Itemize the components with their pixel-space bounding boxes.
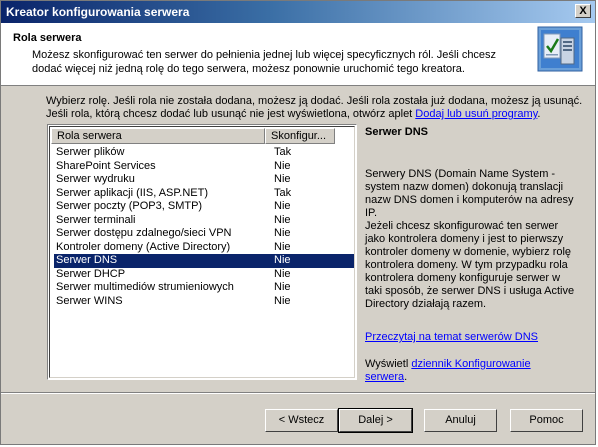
role-detail-panel (365, 126, 575, 384)
role-name: Serwer poczty (POP3, SMTP) (56, 200, 203, 212)
intro-suffix: . (537, 108, 541, 120)
role-configured-status: Nie (274, 213, 291, 226)
role-row[interactable] (54, 241, 354, 255)
wizard-header (1, 23, 595, 86)
role-name: Serwer DHCP (56, 267, 126, 280)
help-button[interactable]: Pomoc (510, 409, 583, 432)
role-row[interactable] (54, 227, 354, 241)
log-suffix: . (404, 371, 408, 383)
role-name: Serwer dostępu zdalnego/sieci VPN (56, 227, 232, 239)
log-row (365, 358, 575, 384)
role-row[interactable] (54, 214, 354, 228)
role-row[interactable] (54, 146, 354, 160)
page-description: Możesz skonfigurować ten serwer do pełnienia jednej lub więcej specyficznych ról. Jeśli chcesz dodać więcej niż jedną rolę do tego serwera, możesz ponownie uruchomić tego kreatora. (32, 49, 497, 75)
cancel-button[interactable]: Anuluj (424, 409, 497, 432)
role-configured-status: Nie (274, 200, 291, 212)
role-configured-status: Nie (274, 173, 291, 185)
intro-text (46, 95, 591, 121)
role-configured-status: Nie (274, 227, 291, 239)
role-configured-status: Nie (274, 159, 291, 172)
role-configured-status: Nie (274, 254, 291, 266)
configure-server-log-link[interactable]: dziennik Konfigurowanie serwera (365, 358, 531, 383)
role-name: Serwer DNS (56, 254, 118, 266)
page-title: Rola serwera (13, 32, 82, 44)
role-name: Serwer wydruku (56, 173, 135, 185)
read-about-dns-link[interactable]: Przeczytaj na temat serwerów DNS (365, 331, 538, 343)
role-name: Serwer plików (56, 146, 125, 158)
role-row[interactable] (54, 268, 354, 282)
role-name: Serwer WINS (56, 294, 123, 307)
roles-list[interactable] (47, 124, 357, 380)
role-configured-status: Tak (274, 146, 292, 158)
role-name: Kontroler domeny (Active Directory) (56, 240, 231, 253)
role-row[interactable] (54, 200, 354, 214)
role-name: Serwer multimediów strumieniowych (56, 281, 234, 293)
log-prefix: Wyświetl (365, 358, 412, 370)
read-more-row (365, 331, 575, 344)
window-title: Kreator konfigurowania serwera (6, 5, 190, 19)
add-remove-programs-link[interactable]: Dodaj lub usuń programy (415, 108, 538, 120)
role-row[interactable] (54, 295, 354, 309)
button-separator (1, 392, 595, 394)
role-configured-status: Nie (274, 281, 291, 293)
role-configured-status: Nie (274, 267, 291, 280)
next-button[interactable]: Dalej > (339, 409, 412, 432)
role-configured-status: Nie (274, 294, 291, 307)
close-button[interactable]: X (575, 4, 591, 18)
role-detail-paragraph-1: Serwery DNS (Domain Name System - system nazw domen) dokonują translacji nazw DNS domen i komputerów na adresy IP. (365, 168, 574, 219)
role-configured-status: Tak (274, 186, 292, 199)
roles-rows (54, 146, 354, 308)
role-row[interactable] (54, 281, 354, 295)
role-name: Serwer aplikacji (IIS, ASP.NET) (56, 186, 209, 199)
role-name: Serwer terminali (56, 213, 136, 226)
role-detail-paragraph-2: Jeżeli chcesz skonfigurować ten serwer jako kontrolera domeny i jest to pierwszy kontroler domeny w domenie, wybierz rolę kontrolera domeny. W tym przypadku rola kontrolera domeny konfiguruje serwer w taki sposób, że serwer DNS i usługa Active Directory działają razem. (365, 220, 575, 310)
title-bar[interactable] (1, 1, 595, 23)
role-row[interactable] (54, 173, 354, 187)
intro-body: Wybierz rolę. Jeśli rola nie została dodana, możesz ją dodać. Jeśli rola została już dodana, możesz ją usunąć. Jeśli rola, którą chcesz dodać lub usunąć nie jest wyświetlona, otwórz aplet (46, 95, 583, 120)
column-header-configured[interactable]: Skonfigur... (265, 128, 335, 144)
role-row[interactable] (54, 160, 354, 174)
role-configured-status: Nie (274, 240, 291, 253)
role-detail-title: Serwer DNS (365, 126, 428, 138)
role-row[interactable] (54, 254, 354, 268)
roles-list-frame (49, 126, 355, 378)
role-row[interactable] (54, 187, 354, 201)
back-button[interactable]: < Wstecz (265, 409, 338, 432)
server-checklist-icon (537, 26, 583, 72)
role-name: SharePoint Services (56, 159, 156, 172)
column-header-role[interactable]: Rola serwera (51, 128, 265, 144)
